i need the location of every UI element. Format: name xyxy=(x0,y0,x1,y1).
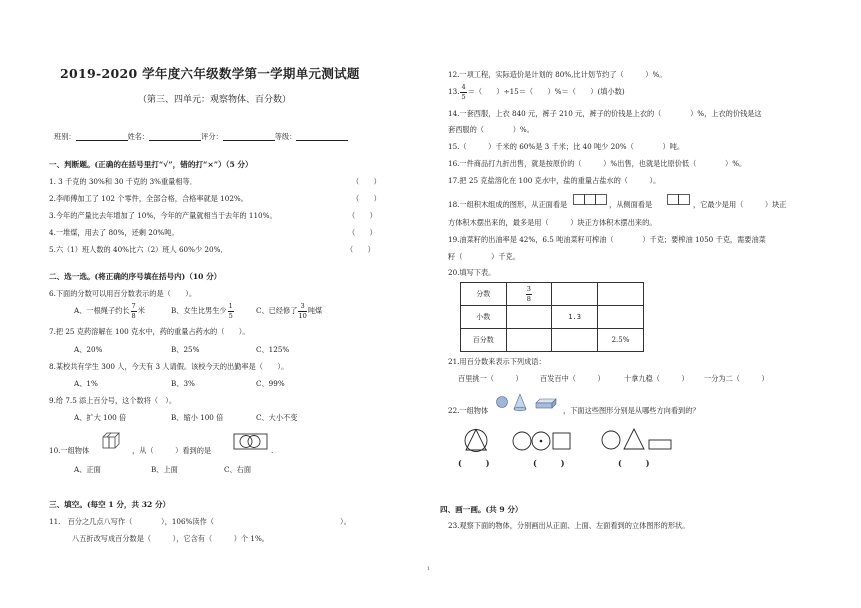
answer-paren[interactable]: （ ） xyxy=(346,245,375,254)
view-circle-triangle-icon xyxy=(464,427,492,455)
q9-option-a[interactable]: A、扩大 100 倍 xyxy=(74,413,127,422)
option-unit: 米 xyxy=(137,306,145,316)
q7-stem: 7.把 25 克药溶解在 100 克水中，药的重量占药水的（ ）。 xyxy=(49,327,250,336)
q18-part-b: ，从侧面看是 xyxy=(609,200,653,209)
q11-line-1-end: ）。 xyxy=(340,517,351,526)
view-answer-paren[interactable]: ( ) xyxy=(458,458,490,468)
table-cell-blank[interactable] xyxy=(597,306,643,329)
answer-paren[interactable]: （ ） xyxy=(352,194,381,203)
score-blank[interactable] xyxy=(223,140,275,141)
table-cell xyxy=(506,283,552,306)
q8-stem: 8.某校共有学生 300 人，今天有 3 人请假。该校今天的出勤率是（ ）。 xyxy=(49,362,289,371)
q13: 13. $\frac{4}{5}$ ＝（ ）÷15＝（ ）%＝（ ）(填小数) xyxy=(448,83,625,101)
option-text: B、女生比男生少 xyxy=(171,306,227,316)
q18-line-2: 方体积木摆出来的，最多是用（ ）块正方体积木摆出来的。 xyxy=(448,218,657,227)
q8-option-b[interactable]: B、3% xyxy=(171,379,195,388)
table-row xyxy=(461,306,644,329)
q18-part-c: ，它最少是用（ ）块正 xyxy=(693,200,787,209)
answer-paren[interactable]: （ ） xyxy=(348,228,377,237)
page-title: 2019-2020 学年度六年级数学第一学期单元测试题 xyxy=(60,66,360,81)
class-blank[interactable] xyxy=(76,140,128,141)
q10-option-c[interactable]: C、右面 xyxy=(224,465,252,474)
fraction: $\frac{1}{5}$ xyxy=(228,302,233,320)
fraction: $\frac{7}{8}$ xyxy=(131,302,136,320)
view-circle-triangle-rect-icon xyxy=(601,428,673,452)
answer-paren[interactable]: （ ） xyxy=(352,177,381,186)
solids-icon xyxy=(496,393,558,415)
q10-middle: ，从（ ）看到的是 xyxy=(132,446,212,455)
fill-table xyxy=(460,282,644,352)
q18-part-a: 18.一组积木组成的图形，从正面看是 xyxy=(448,200,568,209)
table-row xyxy=(461,283,644,306)
q14-line-2: 套西服的（ ）%。 xyxy=(448,125,534,134)
q23: 23.观察下面的物体，分别画出从正面、上面、左面看到的立体图形的形状。 xyxy=(448,521,690,530)
q22-prefix: 22.一组物体 xyxy=(448,406,489,415)
table-header-percent: 百分数 xyxy=(461,329,507,352)
name-label: 姓名： xyxy=(127,132,150,141)
q21-stem: 21.用百分数来表示下列成语： xyxy=(448,357,546,366)
judge-item-5: 5.六（1）班人数的 40%比六（2）班人 60%少 20%． xyxy=(49,245,228,254)
q10-option-b[interactable]: B、上面 xyxy=(151,465,178,474)
q7-option-b[interactable]: B、25% xyxy=(171,345,200,354)
section-3-heading: 三、填空。(每空 1 分，共 32 分） xyxy=(49,500,171,509)
view-answer-paren[interactable]: ( ) xyxy=(533,458,565,468)
circles-in-rect-icon xyxy=(233,433,269,451)
q9-stem: 9.给 7.5 添上百分号，这个数将（ ）。 xyxy=(49,396,177,405)
section-2-heading: 二、选一选。(将正确的序号填在括号内)（10 分） xyxy=(49,272,222,281)
judge-item-3: 3.今年的产量比去年增加了 10%，今年的产量就相当于去年的 110%。 xyxy=(49,211,277,220)
table-header-decimal: 小数 xyxy=(461,306,507,329)
page-subtitle: （第三、四单元：观察物体、百分数） xyxy=(138,95,292,105)
q6-option-a[interactable] xyxy=(74,303,145,319)
q6-option-c[interactable] xyxy=(256,303,322,319)
option-text: C、已经修了 xyxy=(256,306,298,316)
answer-paren[interactable]: （ ） xyxy=(348,211,377,220)
fraction: $\frac{4}{5}$ xyxy=(461,83,466,101)
name-blank[interactable] xyxy=(149,140,201,141)
idiom-4: 一分为二（ ） xyxy=(704,374,769,383)
q10-prefix: 10.一组物体 xyxy=(49,446,90,455)
fraction: $\frac{3}{8}$ xyxy=(526,284,531,303)
q9-option-b[interactable]: B、缩小 100 倍 xyxy=(171,413,224,422)
judge-item-2: 2.李师傅加工了 102 个零件，全部合格，合格率就是 102%。 xyxy=(49,194,248,203)
table-cell-blank[interactable] xyxy=(506,329,552,352)
table-cell-blank[interactable] xyxy=(552,283,598,306)
score-label: 评分： xyxy=(201,132,223,141)
q12: 12.一项工程，实际造价是计划的 80%,比计划节约了（ ）%。 xyxy=(448,70,667,79)
cuboid-blocks-icon xyxy=(102,430,124,450)
q19-line-1: 19.油菜籽的出油率是 42%，6.5 吨油菜籽可榨油（ ）千克；要榨油 1050 千克，需要油菜 xyxy=(448,235,766,244)
q16: 16.一件商品打九折出售，就是按原价的（ ）%出售，也就是比原价低（ ）%。 xyxy=(448,159,747,168)
option-text: A、一根绳子约长 xyxy=(74,306,130,316)
q7-option-c[interactable]: C、125% xyxy=(256,345,290,354)
idiom-1: 百里挑一（ ） xyxy=(458,374,523,383)
q20-stem: 20.填写下表。 xyxy=(448,268,496,277)
q9-option-c[interactable]: C、大小不变 xyxy=(256,413,298,422)
q14-line-1: 14.一套西服，上衣 840 元，裤子 210 元，裤子的价钱是上衣的（ ）%，上衣的价钱是这 xyxy=(448,109,762,118)
info-fields xyxy=(54,132,348,141)
two-squares-icon xyxy=(667,194,690,206)
page-number: 1 xyxy=(427,566,431,572)
q19-line-2: 籽（ ）千克。 xyxy=(448,252,520,261)
fraction: $\frac{3}{10}$ xyxy=(298,302,307,320)
table-cell-blank[interactable] xyxy=(506,306,552,329)
three-squares-icon xyxy=(573,194,607,206)
q7-option-a[interactable]: A、20% xyxy=(74,345,103,354)
option-unit: 吨煤 xyxy=(307,306,323,316)
q8-option-a[interactable]: A、1% xyxy=(74,379,98,388)
table-cell-blank[interactable] xyxy=(552,329,598,352)
q6-option-b[interactable] xyxy=(171,303,235,319)
q17: 17.把 25 克盐溶化在 100 克水中，盐的重量占盐水的（ ）。 xyxy=(448,176,661,185)
q22-suffix: ，下面这些图形分别是从哪些方向看到的？ xyxy=(563,406,700,415)
section-1-heading: 一、判断题。(正确的在括号里打“√”，错的打“×”）（5 分） xyxy=(49,160,253,169)
idiom-2: 百发百中（ ） xyxy=(540,374,605,383)
q6-stem: 6.下面的分数可以用百分数表示的是（ ）。 xyxy=(49,289,197,298)
idiom-3: 十拿九稳（ ） xyxy=(624,374,689,383)
table-cell-blank[interactable] xyxy=(597,283,643,306)
view-answer-paren[interactable]: ( ) xyxy=(618,458,650,468)
table-header-fraction: 分数 xyxy=(461,283,507,306)
table-cell: 1.3 xyxy=(552,306,598,329)
q8-option-c[interactable]: C、99% xyxy=(256,379,285,388)
q11-line-2: 八五折改写成百分数是（ ），它含有（ ）个 1%。 xyxy=(72,534,269,543)
q10-option-a[interactable]: A、正面 xyxy=(74,465,101,474)
table-row xyxy=(461,329,644,352)
q11-line-1: 11. 百分之几点八写作（ ），106%读作（ xyxy=(49,517,214,526)
period: . xyxy=(271,446,274,455)
table-cell: 2.5% xyxy=(597,329,643,352)
grade-blank[interactable] xyxy=(296,140,348,141)
section-4-heading: 四、画一画。(共 9 分） xyxy=(440,505,523,514)
judge-item-1: 1. 3 千克的 30%和 30 千克的 3%重量相等． xyxy=(49,177,197,186)
view-three-circles-icon xyxy=(512,430,572,452)
class-label: 班别： xyxy=(54,132,76,141)
grade-label: 等级： xyxy=(274,132,297,141)
q15: 15.（ ）千米的 60%是 3 千米；比 40 吨少 20%（ ）吨。 xyxy=(448,142,685,151)
judge-item-4: 4.一堆煤，用去了 80%，还剩 20%吨。 xyxy=(49,228,179,237)
